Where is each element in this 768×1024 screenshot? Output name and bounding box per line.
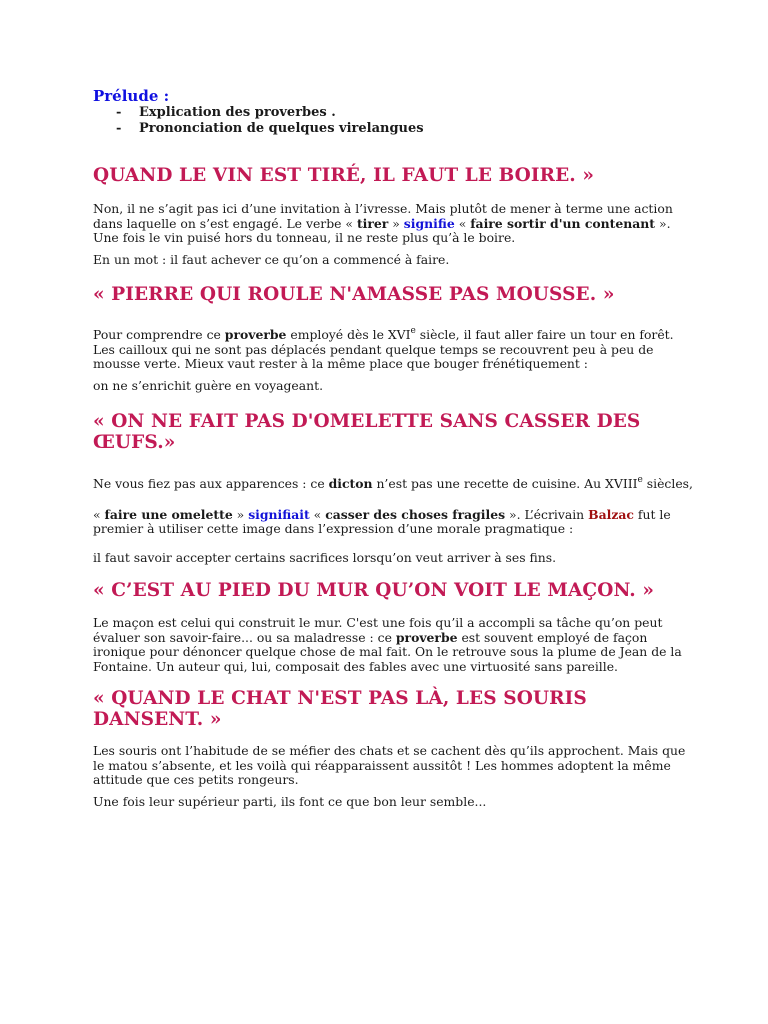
proverb-section-omelette — [93, 411, 693, 565]
list-item: - Explication des proverbes . — [93, 105, 424, 121]
prelude-title: Prélude : — [93, 87, 170, 105]
proverb-heading: QUAND LE VIN EST TIRÉ, IL FAUT LE BOIRE. » — [93, 165, 595, 186]
paragraph: il faut savoir accepter certains sacrifices lorsqu’on veut arriver à ses fins. — [93, 549, 557, 565]
proverb-section-cat — [93, 688, 693, 809]
list-item: - Prononciation de quelques virelangues — [93, 121, 424, 137]
prelude-list — [93, 105, 424, 137]
paragraph: Non, il ne s’agit pas ici d’une invitation à l’ivresse. Mais plutôt de mener à terme une action dans laquelle on s’est engagé. Le verbe « tirer » signifie « faire sortir d'un contenant ». Une fois le vin puisé hors du tonneau, il ne reste plus qu’à le boire. — [93, 201, 673, 245]
paragraph: « faire une omelette » signifiait « casser des choses fragiles ». L’écrivain Balzac fut le premier à utiliser cette image dans l’expression d’une morale pragmatique : — [93, 506, 671, 536]
proverb-heading: « ON NE FAIT PAS D'OMELETTE SANS CASSER DES ŒUFS.» — [93, 411, 641, 453]
paragraph: Les souris ont l’habitude de se méfier des chats et se cachent dès qu’ils approchent. Mais que le matou s’absente, et les voilà qui réapparaissent aussitôt ! Les hommes adoptent la même attitude que ces petits rongeurs. — [93, 743, 686, 787]
proverb-heading: « PIERRE QUI ROULE N'AMASSE PAS MOUSSE. » — [93, 284, 615, 305]
proverb-section-mason — [93, 580, 693, 674]
proverb-heading: « QUAND LE CHAT N'EST PAS LÀ, LES SOURIS DANSENT. » — [93, 688, 587, 730]
paragraph: Le maçon est celui qui construit le mur. C'est une fois qu’il a accompli sa tâche qu’on peut évaluer son savoir-faire... ou sa maladresse : ce proverbe est souvent employé de façon ironique pour dénoncer quelque chose de mal fait. On le retrouve sous la plume de Jean de la Fontaine. Un auteur qui, lui, composait des fables avec une virtuosité sans pareille. — [93, 615, 682, 674]
paragraph: En un mot : il faut achever ce qu’on a commencé à faire. — [93, 251, 450, 267]
proverb-section-stone — [93, 284, 693, 393]
paragraph: on ne s’enrichit guère en voyageant. — [93, 377, 324, 393]
highlight-word: signifie — [403, 215, 455, 231]
prelude-section — [93, 87, 424, 137]
paragraph: Pour comprendre ce proverbe employé dès le XVIe siècle, il faut aller faire un tour en forêt. Les cailloux qui ne sont pas déplacés pendant quelque temps se recouvrent peu à peu de mousse verte. Mieux vaut rester à la même place que bouger frénétiquement : — [93, 326, 674, 371]
paragraph: Une fois leur supérieur parti, ils font ce que bon leur semble... — [93, 793, 487, 809]
proverb-section-wine — [93, 165, 693, 267]
highlight-word: signifiait — [248, 506, 310, 522]
paragraph: Ne vous fiez pas aux apparences : ce dicton n’est pas une recette de cuisine. Au XVIIIe siècles, — [93, 475, 693, 491]
author-name: Balzac — [588, 506, 634, 522]
proverb-heading: « C’EST AU PIED DU MUR QU’ON VOIT LE MAÇON. » — [93, 580, 655, 601]
